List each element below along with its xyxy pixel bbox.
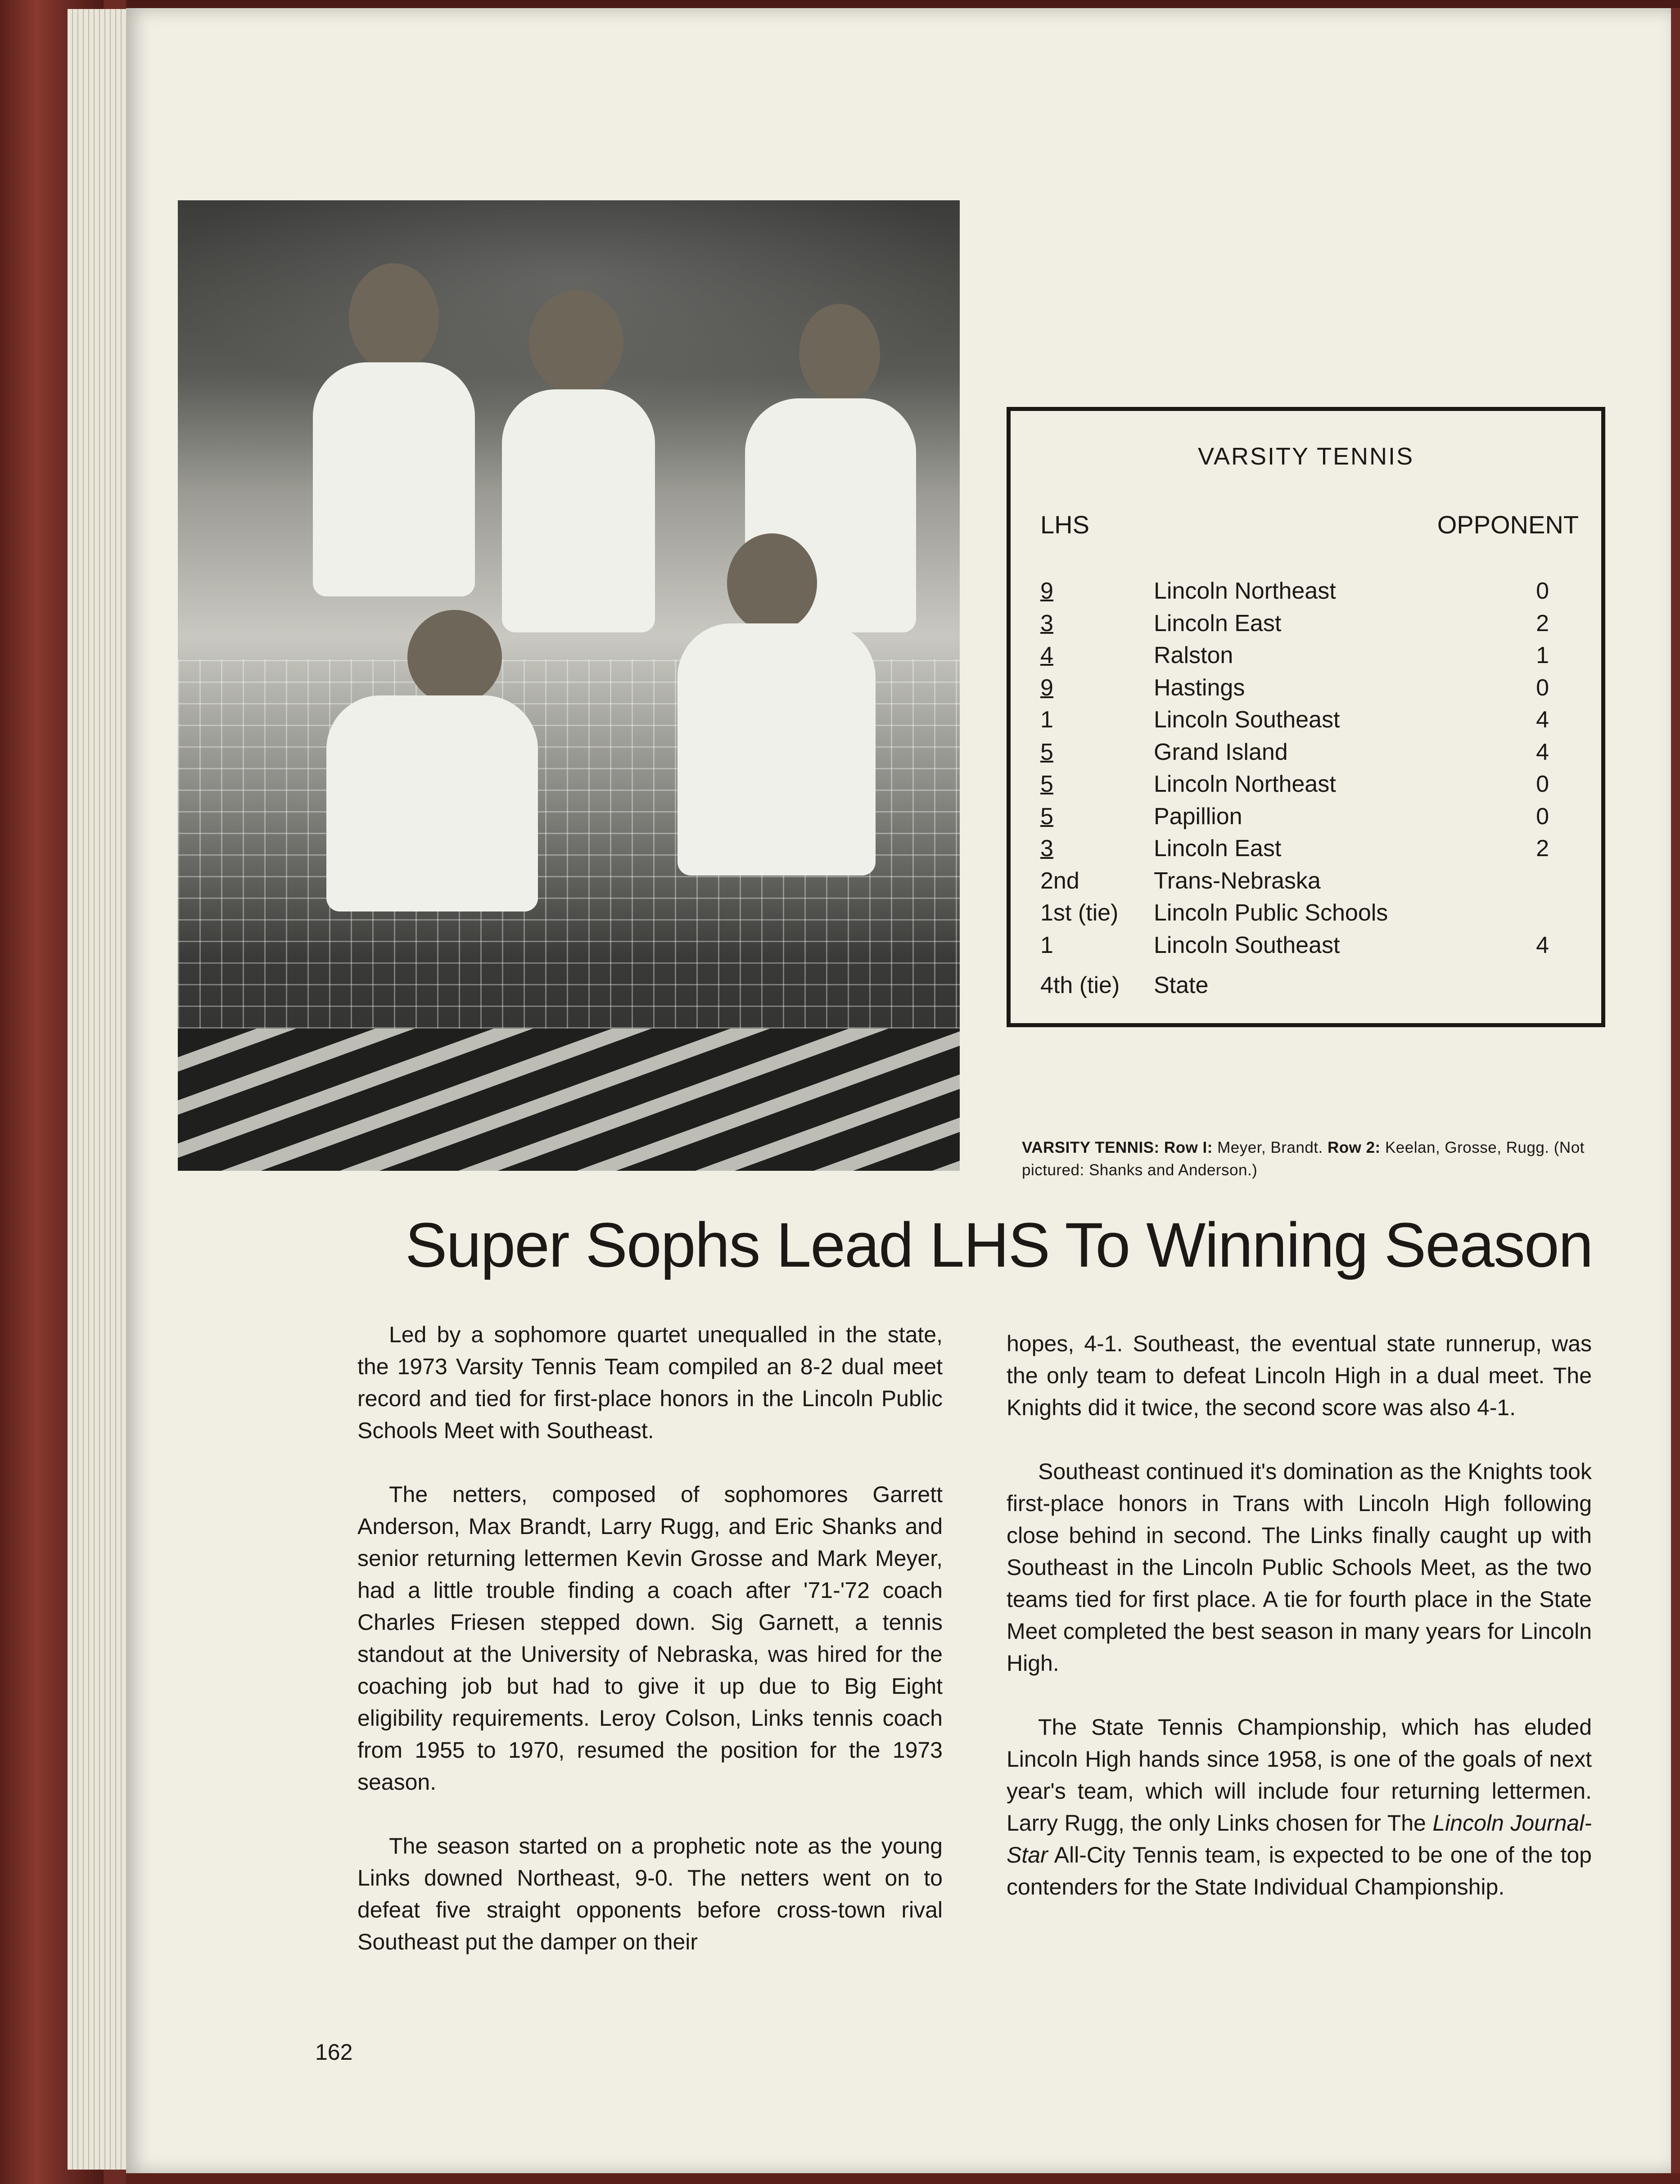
player-head bbox=[727, 533, 817, 632]
lhs-score: 5 bbox=[1040, 739, 1053, 765]
player-head bbox=[799, 304, 880, 403]
newspaper-name: Lincoln Journal-Star bbox=[1007, 1810, 1592, 1868]
opponent-team: Ralston bbox=[1154, 642, 1233, 668]
score-row bbox=[1040, 833, 1587, 865]
lhs-score: 9 bbox=[1040, 674, 1053, 701]
opponent-team: Lincoln Northeast bbox=[1154, 578, 1336, 604]
article-column-left bbox=[357, 1319, 943, 1990]
caption-row1-label: Row I: bbox=[1164, 1139, 1213, 1156]
opponent-team: Papillion bbox=[1154, 803, 1242, 830]
lhs-score: 5 bbox=[1040, 803, 1053, 830]
photo-caption bbox=[1022, 1137, 1616, 1182]
lhs-score: 3 bbox=[1040, 835, 1053, 862]
lhs-score: 5 bbox=[1040, 771, 1053, 797]
score-row bbox=[1040, 608, 1587, 640]
page-number: 162 bbox=[315, 2040, 353, 2065]
player-kneeling bbox=[677, 623, 876, 875]
score-row bbox=[1040, 704, 1587, 736]
score-table-title: VARSITY TENNIS bbox=[1197, 443, 1414, 470]
player-head bbox=[407, 610, 502, 704]
page-edges bbox=[68, 9, 135, 2170]
score-rows bbox=[1040, 575, 1587, 1002]
caption-label: VARSITY TENNIS: bbox=[1022, 1139, 1160, 1156]
opponent-team: Lincoln Southeast bbox=[1154, 932, 1340, 958]
article-headline: Super Sophs Lead LHS To Winning Season bbox=[405, 1209, 1593, 1280]
score-row bbox=[1040, 970, 1587, 1002]
article-paragraph: Led by a sophomore quartet unequalled in the state, the 1973 Varsity Tennis Team compiled an 8-2 dual meet record and tied for first-place honors in the Lincoln Public Schools Meet with Southeast. bbox=[357, 1322, 943, 1443]
lhs-score: 2nd bbox=[1040, 867, 1079, 894]
opponent-team: Lincoln Southeast bbox=[1154, 707, 1340, 733]
lhs-score: 1 bbox=[1040, 932, 1053, 958]
opponent-score: 0 bbox=[1536, 771, 1549, 797]
caption-row2-label: Row 2: bbox=[1327, 1139, 1381, 1156]
lhs-score: 9 bbox=[1040, 578, 1053, 604]
article-paragraph: hopes, 4-1. Southeast, the eventual state runnerup, was the only team to defeat Lincoln High in a dual meet. The Knights did it twice, the second score was also 4-1. bbox=[1007, 1331, 1592, 1420]
article-paragraph: Southeast continued it's domination as the Knights took first-place honors in Trans with Lincoln High following close behind in second. The Links finally caught up with Southeast in the Lincoln Public Schools Meet, as the two teams tied for first place. A tie for fourth place in the State Meet completed the best season in many years for Lincoln High. bbox=[1007, 1459, 1592, 1676]
player-standing bbox=[502, 389, 655, 632]
player-standing bbox=[313, 362, 475, 596]
score-row bbox=[1040, 736, 1587, 769]
lhs-score: 1 bbox=[1040, 707, 1053, 733]
caption-row1-text: Meyer, Brandt. bbox=[1217, 1139, 1323, 1156]
opponent-score: 4 bbox=[1536, 707, 1549, 733]
opponent-score: 4 bbox=[1536, 739, 1549, 765]
score-table bbox=[1007, 407, 1605, 1027]
opponent-header: OPPONENT bbox=[1437, 510, 1579, 539]
lhs-header: LHS bbox=[1040, 510, 1089, 539]
score-row bbox=[1040, 801, 1587, 833]
opponent-team: State bbox=[1154, 972, 1209, 998]
court-shadows bbox=[178, 1029, 960, 1171]
opponent-score: 0 bbox=[1536, 803, 1549, 830]
score-row bbox=[1040, 930, 1587, 962]
score-row bbox=[1040, 672, 1587, 704]
score-row bbox=[1040, 640, 1587, 672]
article-column-right bbox=[1007, 1328, 1592, 1935]
opponent-team: Lincoln East bbox=[1154, 610, 1282, 636]
opponent-score: 2 bbox=[1536, 835, 1549, 862]
article-text: The State Tennis Championship, which has eluded Lincoln High hands since 1958, is one of the goals of next year's team, which will include four returning lettermen. Larry Rugg, the only Links chosen for The bbox=[1007, 1715, 1592, 1836]
opponent-team: Hastings bbox=[1154, 674, 1245, 701]
player-kneeling bbox=[326, 695, 538, 912]
opponent-team: Lincoln Northeast bbox=[1154, 771, 1336, 797]
article-text: All-City Tennis team, is expected to be one of the top contenders for the State Individual Championship. bbox=[1007, 1842, 1592, 1900]
opponent-score: 2 bbox=[1536, 610, 1549, 636]
opponent-score: 4 bbox=[1536, 932, 1549, 958]
lhs-score: 1st (tie) bbox=[1040, 900, 1119, 926]
opponent-team: Lincoln East bbox=[1154, 835, 1282, 862]
caption-row2-text: Keelan, Grosse, Rugg. (Not pictured: Shanks and Anderson.) bbox=[1022, 1139, 1585, 1179]
opponent-score: 0 bbox=[1536, 674, 1549, 701]
score-row bbox=[1040, 897, 1587, 930]
article-paragraph: The netters, composed of sophomores Garrett Anderson, Max Brandt, Larry Rugg, and Eric Shanks and senior returning lettermen Kevin Grosse and Mark Meyer, had a little trouble finding a coach after '71-'72 coach Charles Friesen stepped down. Sig Garnett, a tennis standout at the University of Nebraska, was hired for the coaching job but had to give it up due to Big Eight eligibility requirements. Leroy Colson, Links tennis coach from 1955 to 1970, resumed the position for the 1973 season. bbox=[357, 1482, 943, 1795]
top-edge bbox=[126, 0, 1680, 8]
lhs-score: 3 bbox=[1040, 610, 1053, 636]
opponent-score: 0 bbox=[1536, 578, 1549, 604]
score-row bbox=[1040, 865, 1587, 898]
opponent-team: Lincoln Public Schools bbox=[1154, 900, 1388, 926]
opponent-team: Grand Island bbox=[1154, 739, 1288, 765]
player-head bbox=[529, 290, 623, 394]
opponent-score: 1 bbox=[1536, 642, 1549, 668]
score-row bbox=[1040, 575, 1587, 608]
opponent-team: Trans-Nebraska bbox=[1154, 867, 1321, 894]
article-paragraph bbox=[1007, 1711, 1592, 1903]
article-paragraph: The season started on a prophetic note as the young Links downed Northeast, 9-0. The netters went on to defeat five straight opponents before cross-town rival Southeast put the damper on their bbox=[357, 1833, 943, 1954]
bottom-edge bbox=[126, 2173, 1680, 2184]
lhs-score: 4th (tie) bbox=[1040, 972, 1120, 998]
lhs-score: 4 bbox=[1040, 642, 1053, 668]
player-head bbox=[349, 263, 439, 371]
team-photo bbox=[178, 200, 960, 1171]
score-row bbox=[1040, 768, 1587, 801]
